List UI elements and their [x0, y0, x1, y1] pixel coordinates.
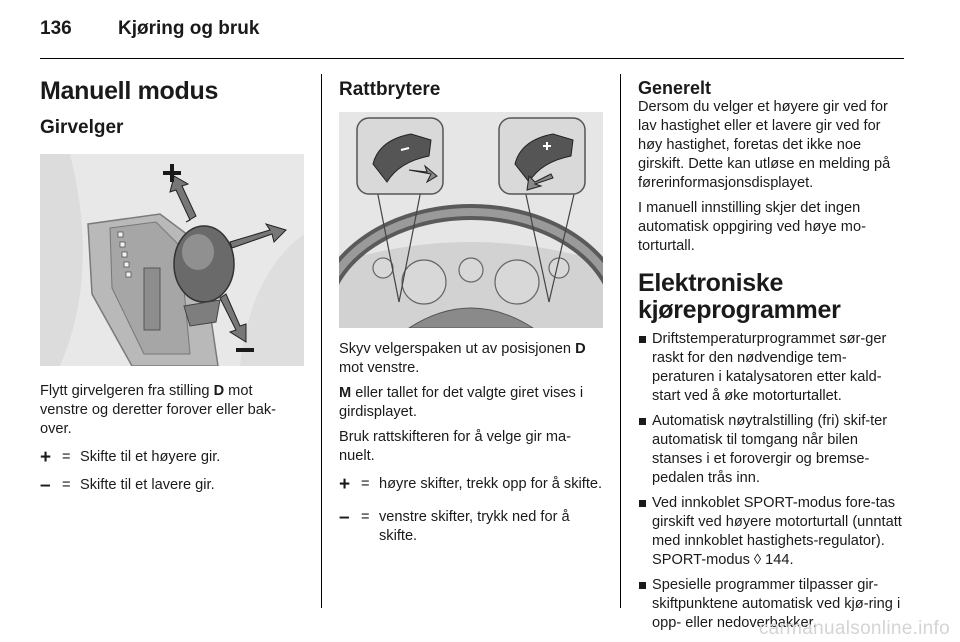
plus-icon: + — [40, 447, 52, 468]
paddle-instruction-1: Skyv velgerspaken ut av posisjonen D mot venstre. — [339, 341, 586, 376]
list-item: Ved innkoblet SPORT-modus fore-tas girskift ved høyere motorturtall (unntatt med innkoblet hastighets-regulator). SPORT-modus ◊ 144. — [638, 494, 904, 570]
paddle-instruction-3: Bruk rattskifteren for å velge gir ma-nuelt. — [339, 429, 571, 464]
gear-down-text: Skifte til et lavere gir. — [80, 477, 215, 493]
column-general — [638, 72, 904, 639]
gear-down-item — [40, 476, 304, 495]
page-header — [40, 18, 259, 40]
gear-up-text: Skifte til et høyere gir. — [80, 449, 221, 465]
gear-up-item — [40, 448, 304, 467]
general-heading: Generelt — [638, 78, 712, 98]
paddle-instruction-2: M eller tallet for det valgte giret vises i girdisplayet. — [339, 385, 584, 420]
watermark: carmanualsonline.info — [758, 618, 950, 639]
electronic-programs-heading: Elektroniske kjøreprogrammer — [638, 269, 841, 324]
list-item: Driftstemperaturprogrammet sør-ger raskt for den nødvendige tem-peraturen i katalysatoren etter kald-start ved å øke motorturtallet. — [638, 330, 904, 406]
page-number: 136 — [40, 18, 72, 39]
paddle-down-text: venstre skifter, trykk ned for å skifte. — [379, 509, 570, 544]
equals-sign: = — [361, 476, 370, 492]
minus-icon: – — [339, 507, 350, 528]
program-list — [638, 330, 904, 633]
general-paragraph-2: I manuell innstilling skjer det ingen automatisk oppgiring ved høye mo-torturtall. — [638, 200, 866, 254]
section-title: Rattbrytere — [339, 79, 441, 100]
section-title: Manuell modus — [40, 77, 219, 105]
column-divider-2 — [620, 74, 621, 608]
paddle-up-text: høyre skifter, trekk opp for å skifte. — [379, 476, 603, 492]
list-item: Spesielle programmer tilpasser gir-skiftpunktene automatisk ved kjø-ring i opp- eller nedoverbakker. — [638, 576, 904, 633]
list-item: Automatisk nøytralstilling (fri) skif-ter automatisk til tomgang når bilen stanses i et forovergir og bremse-pedalen trås inn. — [638, 412, 904, 488]
steering-wheel-illustration — [339, 112, 603, 328]
gear-selector-figure — [40, 154, 304, 366]
plus-icon: + — [339, 474, 351, 495]
column-manual-mode — [40, 72, 304, 495]
paddle-down-item — [339, 508, 603, 546]
paddle-up-item — [339, 475, 603, 494]
equals-sign: = — [361, 509, 370, 525]
column-paddles — [339, 72, 603, 546]
subsection-title: Girvelger — [40, 117, 124, 138]
equals-sign: = — [62, 449, 71, 465]
equals-sign: = — [62, 477, 71, 493]
minus-icon: – — [40, 475, 51, 496]
column-divider-1 — [321, 74, 322, 608]
steering-paddles-figure — [339, 112, 603, 328]
header-rule — [40, 58, 904, 59]
chapter-title: Kjøring og bruk — [118, 18, 260, 39]
instruction-text: Flytt girvelgeren fra stilling D mot venstre og deretter forover eller bak-over. — [40, 383, 277, 437]
gear-lever-illustration — [40, 154, 304, 366]
general-paragraph-1: Dersom du velger et høyere gir ved for lav hastighet eller et lavere gir ved for høy hastighet, foretas det ikke noe girskift. Dette kan utløse en melding på førerinformasjonsdisplayet. — [638, 99, 891, 191]
